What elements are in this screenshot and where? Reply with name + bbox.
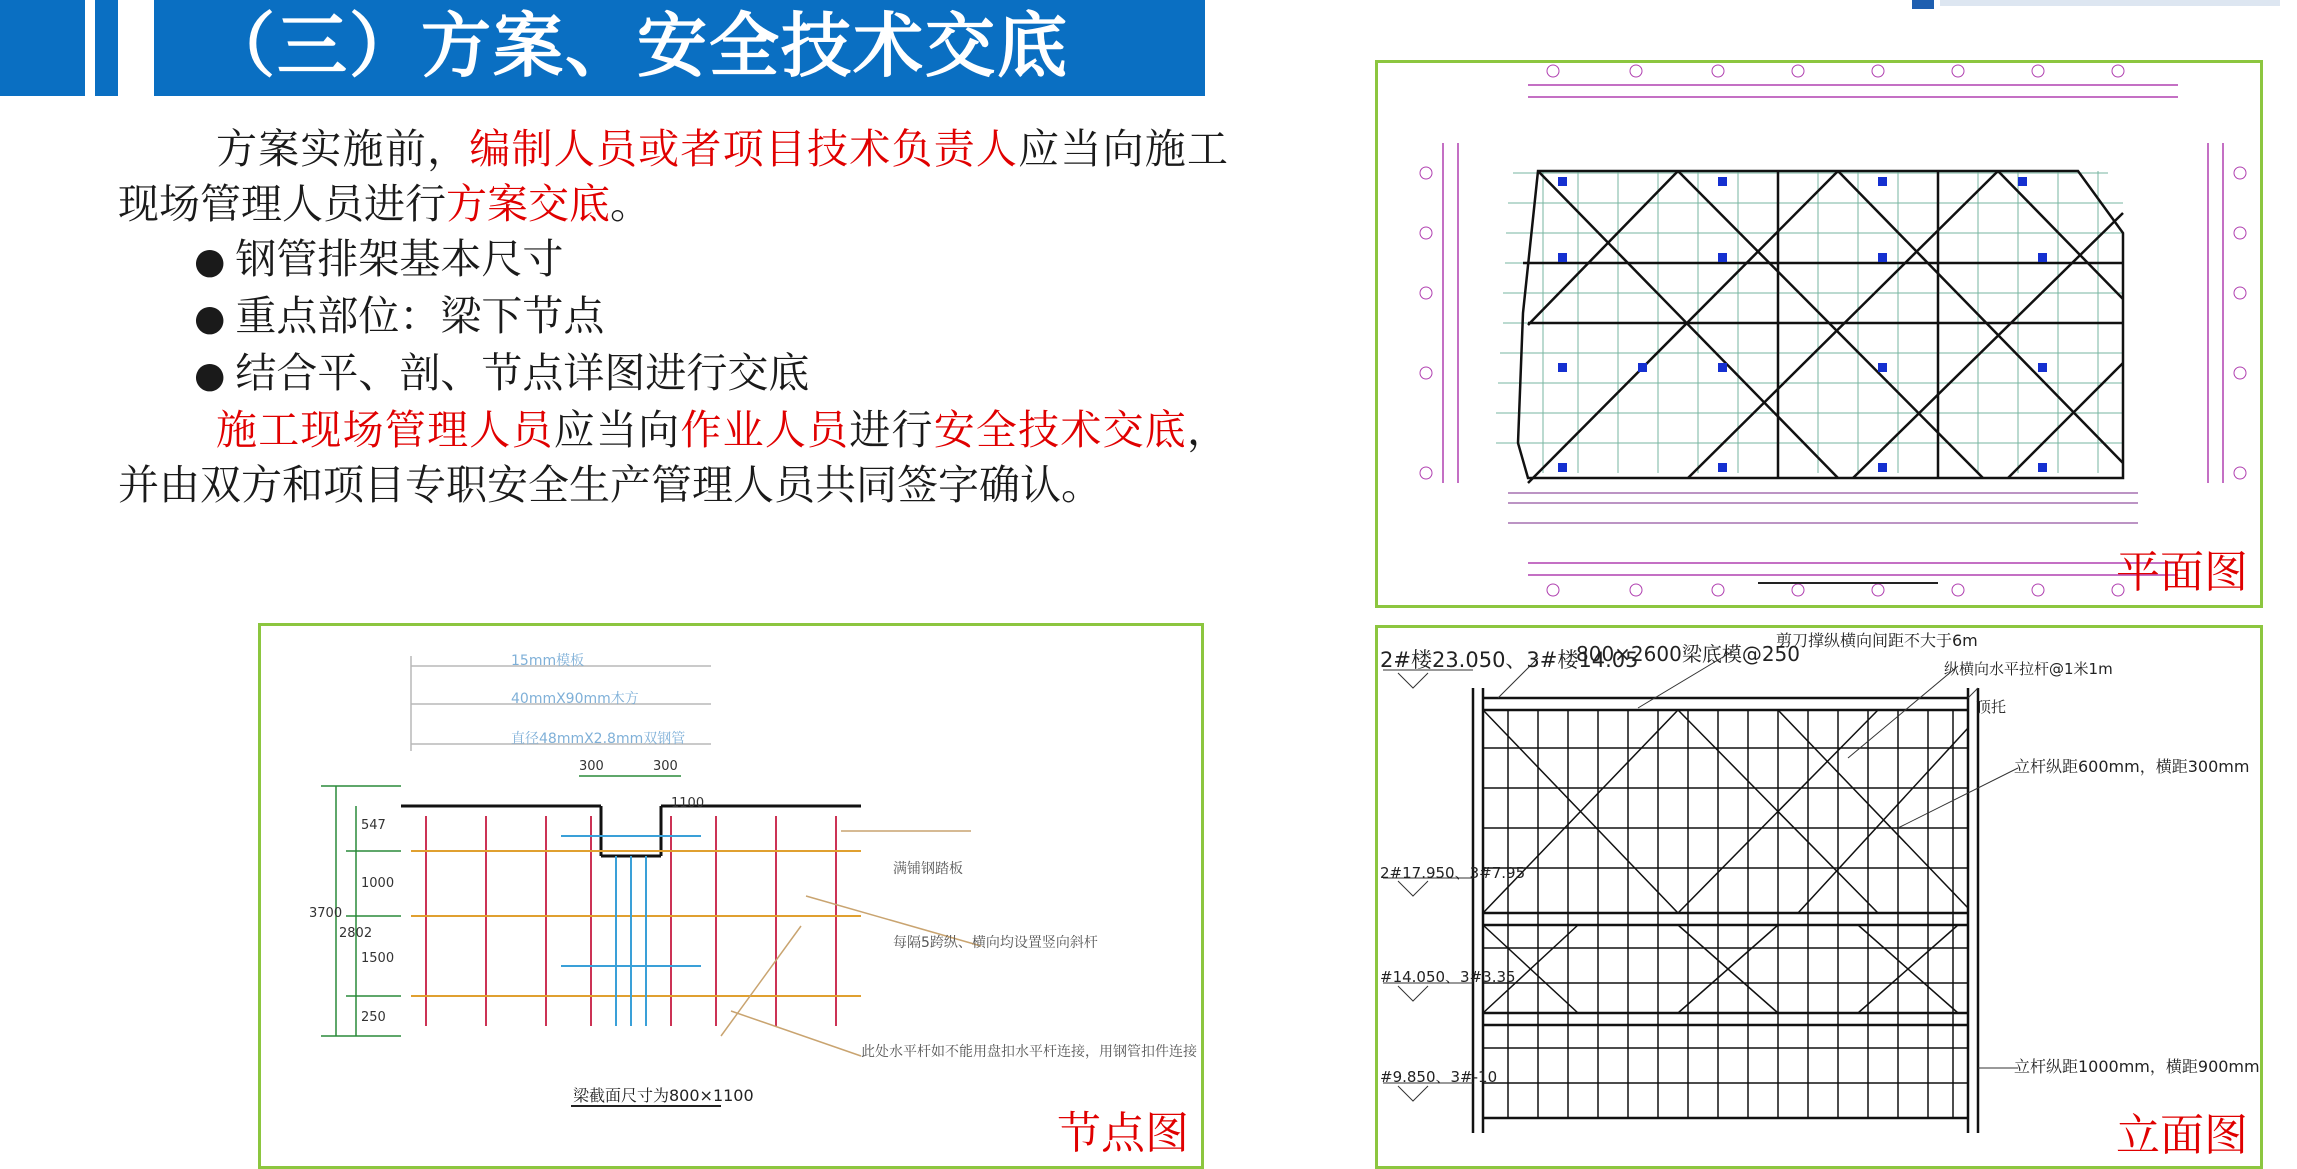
dimension-label: 1100 [671, 796, 705, 811]
layer-label: 直径48mmX2.8mm双钢管 [511, 731, 686, 747]
header-stripe [85, 0, 95, 96]
elevation-label: 纵横向水平拉杆@1米1m [1944, 660, 2113, 678]
elevation-caption: 立面图 [2116, 1110, 2248, 1161]
bullet-list [118, 232, 1228, 403]
elevation-drawing [1375, 625, 2263, 1169]
list-item: ● 结合平、剖、节点详图进行交底 [194, 349, 810, 397]
dimension-label: 3700 [309, 906, 343, 921]
corner-brand-strip [1940, 0, 2280, 6]
corner-logo [1912, 0, 1934, 9]
elevation-label: 剪刀撑纵横向间距不大于6m [1776, 631, 1978, 650]
dimension-label: 1000 [361, 876, 395, 891]
elevation-drawing-svg [1378, 628, 2260, 1166]
plan-drawing [1375, 60, 2263, 608]
bullet-icon: ● [194, 355, 226, 396]
dimension-label: 300 [579, 759, 604, 774]
callout-label: 满铺钢踏板 [893, 861, 963, 877]
paragraph-safety-briefing: 施工现场管理人员应当向作业人员进行安全技术交底，并由双方和项目专职安全生产管理人员共同签字确认。 [118, 406, 1229, 509]
layer-label: 15mm模板 [511, 653, 585, 669]
bullet-icon: ● [194, 241, 226, 282]
elevation-label: 立杆纵距600mm，横距300mm [2014, 757, 2250, 776]
paragraph-plan-briefing: 方案实施前，编制人员或者项目技术负责人应当向施工现场管理人员进行方案交底。 [118, 125, 1229, 228]
dimension-label: 2802 [339, 926, 373, 941]
elevation-label: 立杆纵距1000mm，横距900mm [2014, 1057, 2260, 1076]
section-label: 梁截面尺寸为800×1100 [573, 1086, 754, 1105]
elevation-label: #14.050、3#3.35 [1380, 968, 1516, 986]
callout-label: 此处水平杆如不能用盘扣水平杆连接，用钢管扣件连接 [861, 1044, 1197, 1060]
dimension-label: 300 [653, 759, 678, 774]
node-drawing [258, 623, 1204, 1169]
plan-caption: 平面图 [2116, 547, 2248, 598]
body-text [118, 122, 1228, 513]
elevation-label: 2#楼23.050、3#楼14.05 [1380, 648, 1639, 672]
callout-label: 每隔5跨纵、横向均设置竖向斜杆 [893, 935, 1098, 951]
dimension-label: 547 [361, 818, 386, 833]
layer-label: 40mmX90mm木方 [511, 691, 639, 707]
dimension-label: 250 [361, 1010, 386, 1025]
elevation-label: 顶托 [1976, 698, 2007, 716]
dimension-label: 1500 [361, 951, 395, 966]
bullet-icon: ● [194, 298, 226, 339]
header-stripe [118, 0, 154, 96]
elevation-label: #9.850、3#-10 [1380, 1068, 1498, 1086]
list-item: ● 重点部位：梁下节点 [194, 292, 605, 340]
node-caption: 节点图 [1057, 1108, 1189, 1159]
page-title: （三）方案、安全技术交底 [205, 5, 1069, 87]
elevation-label: 800×2600梁底模@250 [1576, 642, 1801, 666]
plan-drawing-svg [1378, 63, 2260, 605]
elevation-label: 2#17.950、3#7.95 [1380, 864, 1526, 882]
list-item: ● 钢管排架基本尺寸 [194, 235, 564, 283]
